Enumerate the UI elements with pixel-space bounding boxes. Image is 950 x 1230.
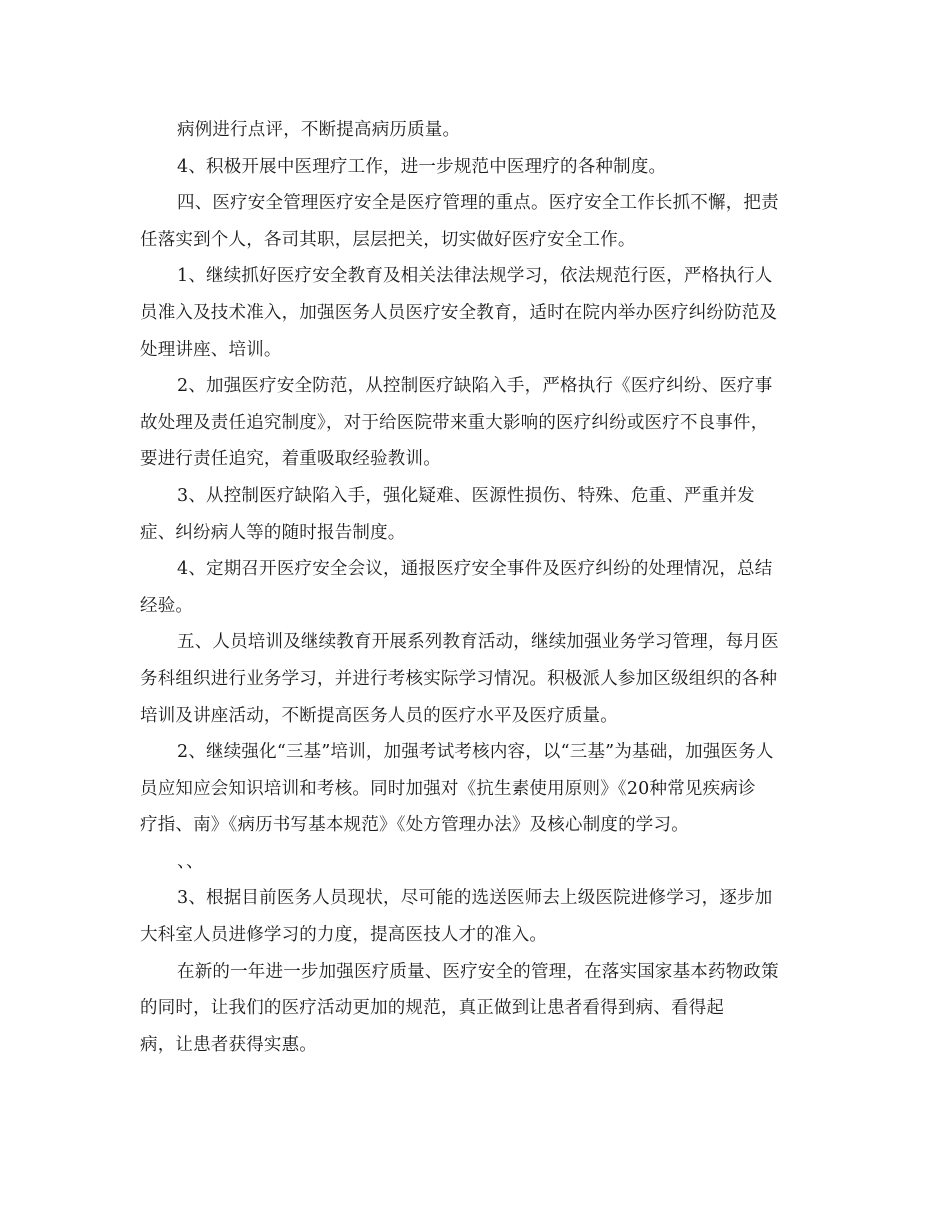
text-line: 3、从控制医疗缺陷入手，强化疑难、医源性损伤、特殊、危重、严重并发 xyxy=(177,485,755,506)
text-line: 症、纠纷病人等的随时报告制度。 xyxy=(140,522,406,543)
text-line: 故处理及责任追究制度》，对于给医院带来重大影响的医疗纠纷或医疗不良事件， xyxy=(140,412,769,433)
text-line: 4、积极开展中医理疗工作，进一步规范中医理疗的各种制度。 xyxy=(177,156,667,177)
text-line: 要进行责任追究，着重吸取经验教训。 xyxy=(140,449,441,470)
text-line: 病，让患者获得实惠。 xyxy=(140,1034,317,1055)
text-line: 1、继续抓好医疗安全教育及相关法律法规学习，依法规范行医，严格执行人 xyxy=(177,266,773,287)
text-line: 处理讲座、培训。 xyxy=(140,339,282,360)
text-line: 大科室人员进修学习的力度，提高医技人才的准入。 xyxy=(140,925,548,946)
text-line: 五、人员培训及继续教育开展系列教育活动，继续加强业务学习管理，每月医 xyxy=(177,632,779,653)
text-line: 疗指、南》《病历书写基本规范》《处方管理办法》及核心制度的学习。 xyxy=(140,815,689,836)
text-line: 、、 xyxy=(177,851,204,872)
text-line: 2、加强医疗安全防范，从控制医疗缺陷入手，严格执行《医疗纠纷、医疗事 xyxy=(177,376,773,397)
text-line: 务科组织进行业务学习，并进行考核实际学习情况。积极派人参加区级组织的各种 xyxy=(140,668,778,689)
text-line: 2、继续强化“三基”培训，加强考试考核内容，以“三基”为基础，加强医务人 xyxy=(177,742,774,763)
text-line: 培训及讲座活动，不断提高医务人员的医疗水平及医疗质量。 xyxy=(140,705,618,726)
text-line: 经验。 xyxy=(140,595,194,616)
text-line: 任落实到个人，各司其职，层层把关，切实做好医疗安全工作。 xyxy=(140,229,636,250)
text-line: 的同时，让我们的医疗活动更加的规范，真正做到让患者看得到病、看得起 xyxy=(140,998,725,1019)
text-line: 病例进行点评，不断提高病历质量。 xyxy=(177,120,461,140)
document-body xyxy=(140,112,812,1063)
text-line: 员准入及技术准入，加强医务人员医疗安全教育，适时在院内举办医疗纠纷防范及 xyxy=(140,302,778,323)
text-line: 在新的一年进一步加强医疗质量、医疗安全的管理，在落实国家基本药物政策 xyxy=(177,961,779,982)
text-line: 四、医疗安全管理医疗安全是医疗管理的重点。医疗安全工作长抓不懈，把责 xyxy=(177,193,779,214)
text-line: 3、根据目前医务人员现状，尽可能的选送医师去上级医院进修学习，逐步加 xyxy=(177,888,773,909)
text-line: 员应知应会知识培训和考核。同时加强对《抗生素使用原则》《20种常见疾病诊 xyxy=(140,778,756,799)
text-line: 4、定期召开医疗安全会议，通报医疗安全事件及医疗纠纷的处理情况，总结 xyxy=(177,559,773,580)
